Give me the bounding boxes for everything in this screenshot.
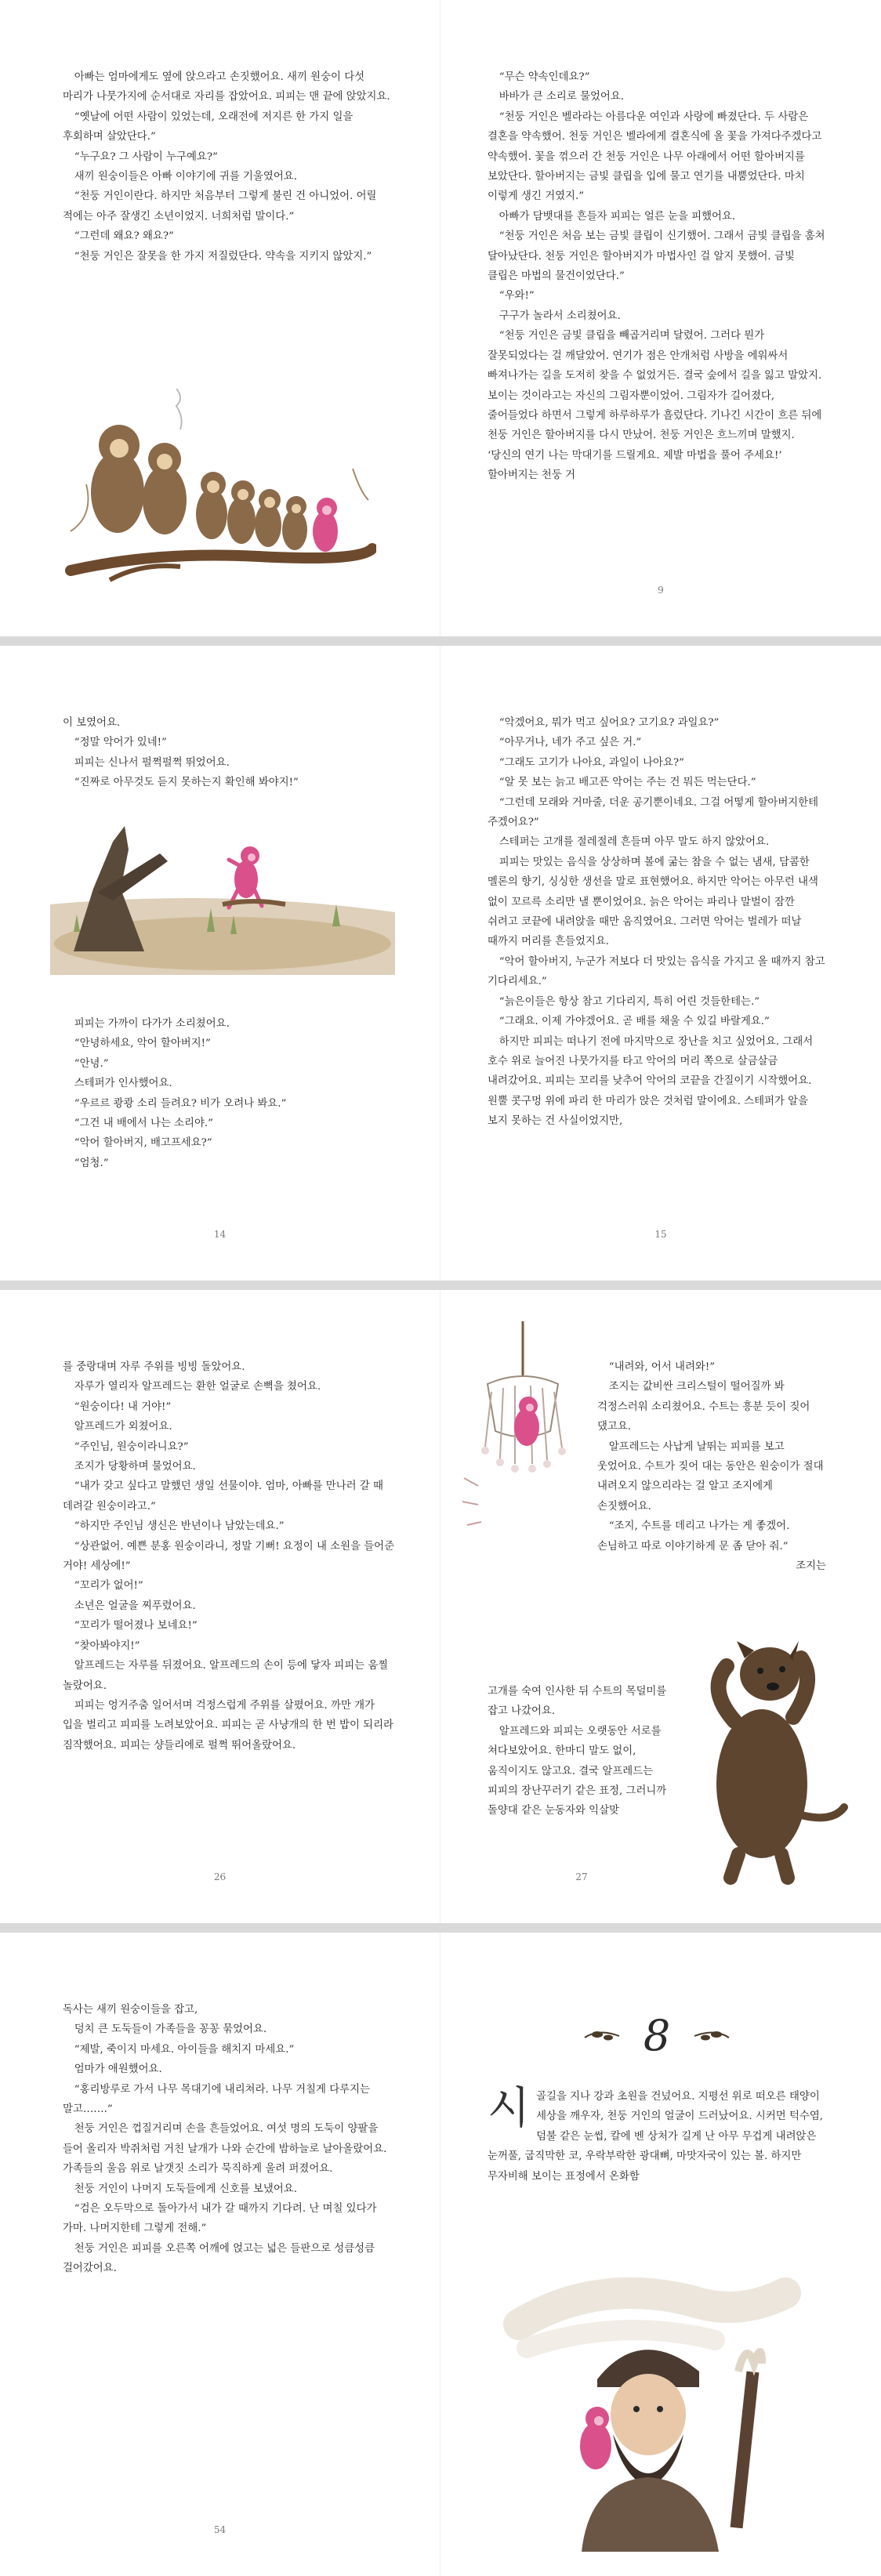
paragraph: “찾아봐야지!”	[74, 1639, 140, 1652]
paragraph: 스테퍼는 고개를 절레절레 흔들며 아무 말도 하지 않았어요.	[499, 836, 770, 849]
paragraph: “꼬리가 없어!”	[74, 1580, 143, 1592]
paragraph: “옛날에 어떤 사람이 있었는데, 오래전에 저지른 한 가지 일을 후회하며 살았단다.”	[63, 111, 353, 143]
paragraph: “그래도 고기가 나아요, 과일이 나아요?”	[499, 756, 684, 769]
page-text-top	[597, 1357, 826, 1576]
paragraph: 아빠는 엄마에게도 옆에 앉으라고 손짓했어요. 새끼 원숭이 다섯 마리가 나뭇가지에 순서대로 자리를 잡았어요. 피피는 맨 끝에 앉았지요.	[63, 71, 390, 103]
paragraph: “정말 악어가 있네!”	[74, 737, 167, 749]
paragraph: 이 보였어요.	[63, 717, 121, 729]
paragraph: “그런데 모래와 거마줄, 더운 공기뿐이네요. 그걸 어떻게 할아버지한테 주겠어요?”	[488, 796, 819, 829]
paragraph: 조지는	[796, 1560, 826, 1573]
paragraph: “악어 할아버지, 배고프세요?”	[74, 1137, 212, 1150]
paragraph: “늙은이들은 항상 참고 기다리지, 특히 어린 것들한테는.”	[499, 995, 760, 1008]
paragraph: 천둥 거인은 피피를 오른쪽 어깨에 얹고는 넓은 들판으로 성큼성큼 걸어갔어요.	[63, 2242, 375, 2275]
crocodile-illustration	[50, 795, 395, 975]
paragraph: 덩치 큰 도둑들이 가족들을 꽁꽁 묶었어요.	[74, 2023, 267, 2036]
paragraph: 조지는 값비싼 크리스털이 떨어질까 봐 걱정스러워 소리쳤어요. 수트는 흥분 듯이 짖어 댔고요.	[597, 1381, 810, 1433]
paragraph: “천둥 거인은 처음 보는 금빛 클립이 신기했어. 그래서 금빛 클립을 훔쳐 달아났단다. 천둥 거인은 할아버지가 마법사인 걸 알지 못했어. 금빛 클립은 마법의 물건이었단다.”	[488, 230, 825, 283]
paragraph: 알프레드가 외쳤어요.	[74, 1421, 172, 1433]
page-text	[488, 67, 826, 486]
paragraph: 알프레드는 자루를 뒤졌어요. 알프레드의 손이 등에 닿자 피피는 움찔 놀랐어요.	[63, 1660, 389, 1692]
paragraph: “하지만 주인님 생신은 반년이나 남았는데요.”	[74, 1520, 285, 1533]
paragraph: 자루가 열리자 알프레드는 환한 얼굴로 손뼉을 쳤어요.	[74, 1381, 321, 1393]
paragraph: “조지, 수트를 데리고 나가는 게 좋겠어. 손님하고 따로 이야기하게 문 좀 닫아 줘.”	[597, 1520, 790, 1552]
paragraph: “그건 내 배에서 나는 소리야.”	[74, 1118, 213, 1130]
paragraph: “원숭이다! 내 거야!”	[74, 1400, 172, 1413]
page-9	[440, 0, 881, 636]
paragraph: “천둥 거인은 잘못을 한 가지 저질렀단다. 약속을 지키지 않았지.”	[74, 250, 372, 263]
spread-1	[0, 0, 881, 636]
chandelier-illustration	[456, 1321, 589, 1580]
paragraph: 하지만 피피는 떠나기 전에 마지막으로 장난을 치고 싶었어요. 그래서 호수 위로 늘어진 나뭇가지를 타고 악어의 머리 쪽으로 살금살금 내려갔어요. 피피는 꼬리를 낮추어 악어의 코끝을 간질이기 시작했어요. 원뿔 콧구멍 위에 파리 한 마리가 앉은 것처럼 말이에요. 스테퍼가 알을 보지 못하는 건 사실이었지만,	[488, 1035, 814, 1128]
paragraph: “제발, 죽이지 마세요. 아이들을 해치지 마세요.”	[74, 2043, 295, 2056]
paragraph: “홍리방루로 가서 나무 목대기에 내리쳐라. 나무 거칠게 다루지는 말고…….”	[63, 2083, 370, 2116]
paragraph: “그런데 왜요? 왜요?”	[74, 230, 174, 243]
page-text	[63, 2000, 396, 2279]
page-text-bottom	[63, 1014, 396, 1173]
paragraph: “우와!”	[499, 290, 535, 303]
paragraph: 천둥 거인은 껍질거리며 손을 흔들었어요. 여섯 명의 도둑이 양팔을 들어 올리자 박쥐처럼 거친 날개가 나와 순간에 밤하늘로 날아올랐어요. 가족들의 울음 위로 날갯짓 소리가 묵직하게 울려 퍼졌어요.	[63, 2123, 387, 2176]
paragraph: 피피는 맛있는 음식을 상상하며 볼에 굶는 참을 수 없는 냄새, 담콤한 멜론의 향기, 싱싱한 생선을 말로 표현했어요. 하지만 악어는 아무런 내색 없이 꼬르륵 소리만 낼 뿐이었어요. 늙은 악어는 파리나 말벌이 잠깐 쉬려고 코끝에 내려앉을 때만 움직였어요. 그러면 악어는 벌레가 떠날 때까지 머리를 흔들었지요.	[488, 856, 818, 948]
paragraph: “안녕.”	[74, 1057, 109, 1070]
page-27	[440, 1290, 881, 1923]
page-26	[0, 1290, 440, 1923]
leaf-ornament-icon	[691, 2027, 731, 2045]
page-number: 14	[213, 1229, 227, 1240]
page-8	[0, 0, 440, 636]
paragraph: 바바가 큰 소리로 물었어요.	[499, 91, 625, 103]
paragraph: “악겠어요, 뭐가 먹고 싶어요? 고기요? 과일요?”	[499, 717, 720, 729]
paragraph: 알프레드와 피피는 오랫동안 서로를 쳐다보았어요. 한마디 말도 없이, 움직이지도 않고요. 결국 알프레드는 피피의 장난꾸러기 같은 표정, 그러니까 돌양대 같은 눈동자와 익살맞	[488, 1725, 667, 1817]
spread-2	[0, 646, 881, 1281]
paragraph: “아무거나, 네가 주고 싶은 거.”	[499, 737, 642, 749]
page-15	[440, 646, 881, 1281]
spread-3	[0, 1290, 881, 1923]
paragraph: “그래요. 이제 가야겠어요. 곧 배를 채울 수 있길 바랄게요.”	[499, 1016, 770, 1028]
paragraph: “알 못 보는 늙고 배고픈 악어는 주는 건 뭐든 먹는단다.”	[499, 777, 756, 789]
page-54	[0, 1933, 440, 2576]
chapter-opening	[488, 2083, 826, 2187]
paragraph: “악어 할아버지, 누군가 저보다 더 맛있는 음식을 가지고 올 때까지 참고 기다리세요.”	[488, 955, 825, 988]
paragraph: 알프레드는 사납게 날뛰는 피피를 보고 웃었어요. 수트가 짖어 대는 동안은 원숭이가 절대 내려오지 않으리라는 걸 알고 조지에게 손짓했어요.	[597, 1440, 824, 1513]
page-14	[0, 646, 440, 1281]
paragraph: “꼬리가 떨어졌나 보네요!”	[74, 1620, 198, 1632]
page-number: 27	[575, 1871, 588, 1882]
paragraph: “주인님, 원숭이라니요?”	[74, 1440, 189, 1453]
paragraph: “내가 갖고 싶다고 말했던 생일 선물이야. 엄마, 아빠를 만나러 갈 때 데려갈 원숭이라고.”	[63, 1480, 383, 1513]
page-text	[63, 67, 396, 266]
monkey-family-illustration	[63, 375, 376, 610]
page-text-bottom	[488, 1682, 672, 1821]
paragraph: “엄청.”	[74, 1157, 109, 1169]
paragraph: “진짜로 아무것도 듣지 못하는지 확인해 봐야지!”	[74, 777, 299, 789]
page-text-top	[63, 713, 396, 793]
paragraph: 고개를 숙여 인사한 뒤 수트의 목덜미를 잡고 나갔어요.	[488, 1686, 667, 1718]
paragraph: “우르르 쾅쾅 소리 들려요? 비가 오려나 봐요.”	[74, 1097, 287, 1110]
paragraph: 스테퍼가 인사했어요.	[74, 1078, 172, 1090]
page-number: 9	[658, 585, 664, 596]
paragraph: 구구가 놀라서 소리쳤어요.	[499, 310, 621, 322]
page-number: 26	[213, 1871, 227, 1882]
spread-4	[0, 1933, 881, 2576]
chapter-heading	[488, 2011, 826, 2060]
page-text	[488, 713, 826, 1132]
paragraph: 피피는 가까이 다가가 소리쳤어요.	[74, 1018, 230, 1030]
leaf-ornament-icon	[583, 2027, 622, 2045]
paragraph: 피피는 신나서 펄쩍펄쩍 뛰었어요.	[74, 756, 230, 769]
thunder-giant-illustration	[503, 2277, 809, 2552]
paragraph: 새끼 원숭이들은 아빠 이야기에 귀를 기울였어요.	[74, 171, 297, 183]
paragraph: “천둥 거인이란다. 하지만 처음부터 그렇게 불린 건 아니었어. 어릴 적에는 아주 잘생긴 소년이었지. 너희처럼 말이다.”	[63, 190, 377, 223]
page-text	[63, 1357, 396, 1755]
paragraph: 골길을 지나 강과 초원을 건넜어요. 지평선 위로 떠오른 태양이 세상을 깨우자, 천둥 거인의 얼굴이 드러났어요. 시커먼 턱수염, 덤불 같은 눈썹, 칼에 벤 상처가 길게 난 아무 무겁게 내려앉은 눈꺼풀, 굽직막한 코, 우락부락한 광대뼈, 마맛자국이 있는 볼. 하지만 무자비해 보이는 표정에서 온화함	[488, 2091, 824, 2183]
paragraph: 를 중랑대며 자루 주위를 빙빙 돌았어요.	[63, 1361, 245, 1373]
paragraph: “누구요? 그 사람이 누구예요?”	[74, 150, 218, 163]
paragraph: 조지가 당황하며 물었어요.	[74, 1461, 196, 1473]
dog-illustration	[676, 1619, 856, 1886]
paragraph: “상관없어. 예쁜 분홍 원숭이라니, 정말 기뻐! 요정이 내 소원을 들어준 거야! 세상에!”	[63, 1540, 395, 1573]
paragraph: 피피는 엉거주춤 일어서며 걱정스럽게 주위를 살폈어요. 까만 개가 입을 벌리고 피피를 노려보았어요. 피피는 곧 사냥개의 한 번 밥이 되리라 짐작했어요. 피피는 샹들리에로 펄쩍 뛰어올랐어요.	[63, 1699, 393, 1752]
paragraph: “내려와, 어서 내려와!”	[608, 1361, 716, 1373]
paragraph: 엄마가 애원했어요.	[74, 2063, 162, 2076]
paragraph: “천둥 거인은 금빛 클립을 빼곱거리며 달렸어. 그러다 뭔가 잘못되었다는 걸 깨달았어. 연기가 점은 안개처럼 사방을 에워싸서 빠져나가는 길을 도저히 찾을 수 없었거든. 결국 숲에서 길을 잃고 말았지. 보이는 것이라고는 자신의 그림자뿐이었어. 그림자가 길어졌다, 줄어들었다 하면서 그렇게 하루하루가 흘렀단다. 기나긴 시간이 흐른 뒤에 천둥 거인은 할아버지를 다시 만났어. 천둥 거인은 흐느끼며 말했지. ‘당신의 연기 나는 막대기를 드릴게요. 제발 마법을 풀어 주세요!’ 할아버지는 천둥 거	[488, 330, 822, 482]
chapter-number: 8	[643, 2011, 671, 2060]
paragraph: 천둥 거인이 나머지 도둑들에게 신호를 보냈어요.	[74, 2183, 297, 2195]
paragraph: “검은 오두막으로 돌아가서 내가 갈 때까지 기다려. 난 며칠 있다가 가마. 나머지한테 그렇게 전해.”	[63, 2203, 377, 2235]
page-55	[440, 1933, 881, 2576]
paragraph: “안녕하세요, 악어 할아버지!”	[74, 1038, 211, 1050]
page-number: 15	[654, 1229, 667, 1240]
paragraph: 아빠가 담뱃대를 흔들자 피피는 얼른 눈을 피했어요.	[499, 210, 736, 223]
paragraph: 독사는 새끼 원숭이들을 잡고,	[63, 2004, 198, 2016]
paragraph: “천둥 거인은 벨라라는 아름다운 여인과 사랑에 빠졌단다. 두 사람은 결혼을 약속했어. 천둥 거인은 벨라에게 결혼식에 올 꽃을 가져다주겠다고 약속했어. 꽃을 꺾으러 간 천둥 거인은 나무 아래에서 어떤 할아버지를 보았단다. 할아버지는 금빛 클립을 입에 물고 연기를 내뿜었단다. 마치 이렇게 생긴 거였지.”	[488, 111, 822, 203]
page-number: 54	[213, 2524, 227, 2535]
drop-cap: 시	[488, 2083, 531, 2134]
paragraph: “무슨 약속인데요?”	[499, 71, 590, 83]
paragraph: 소년은 얼굴을 찌푸렸어요.	[74, 1600, 196, 1612]
